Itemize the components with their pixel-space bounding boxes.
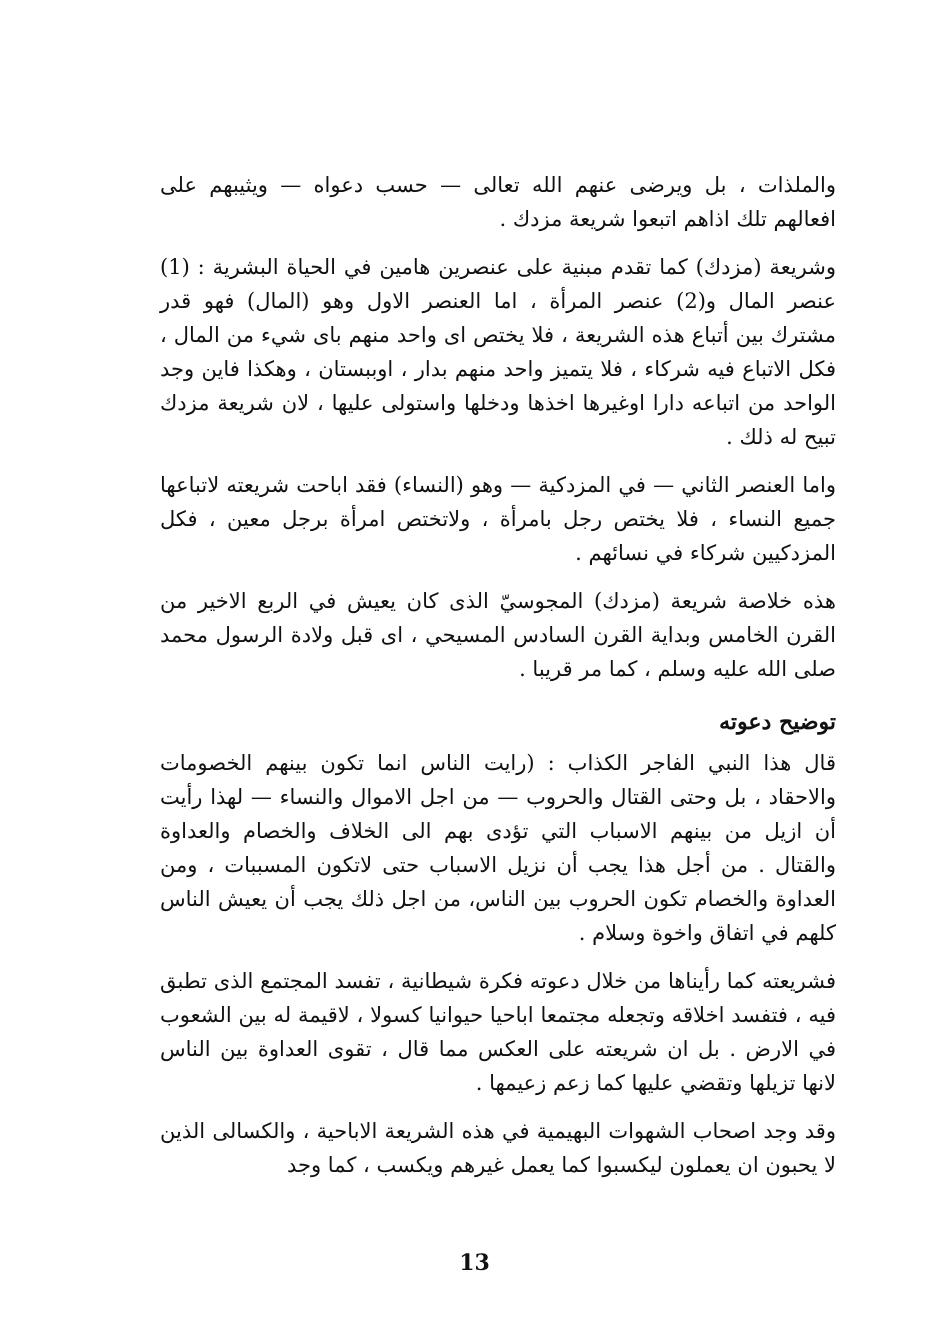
paragraph-2: وشريعة (مزدك) كما تقدم مبنية على عنصرين هامين في الحياة البشرية : (1) عنصر المال و(2) عنصر المرأة ، اما العنصر الاول وهو (المال) فهو قدر مشترك بين أتباع هذه الشريعة ، فلا يختص اى واحد منهم باى شيء من المال ، فكل الاتباع فيه شركاء ، فلا يتميز واحد منهم بدار ، اوببستان ، وهكذا فاين وجد الواحد من اتباعه دارا اوغيرها اخذها ودخلها واستولى عليها ، لان شريعة مزدك تبيح له ذلك . [160, 255, 837, 449]
paragraph-3: واما العنصر الثاني — في المزدكية — وهو (النساء) فقد اباحت شريعته لاتباعها جميع النساء ، فلا يختص رجل بامرأة ، ولاتختص امرأة برجل معين ، فكل المزدكيين شركاء في نسائهم . [160, 473, 836, 565]
page-number: 13 [459, 1250, 490, 1276]
paragraph-1: والملذات ، بل ويرضى عنهم الله تعالى — حسب دعواه — ويثيبهم على افعالهم تلك اذاهم اتبعوا شريعة مزدك . [160, 173, 836, 231]
paragraph-7: وقد وجد اصحاب الشهوات البهيمية في هذه الشريعة الاباحية ، والكسالى الذين لا يحبون ان يعملون ليكسبوا كما يعمل غيرهم ويكسب ، كما وجد [160, 1119, 836, 1177]
paragraph-4: هذه خلاصة شريعة (مزدك) المجوسيّ الذى كان يعيش في الربع الاخير من القرن الخامس وبداية القرن السادس المسيحي ، اى قبل ولادة الرسول محمد صلى الله عليه وسلم ، كما مر قريبا . [160, 589, 836, 681]
paragraph-5: قال هذا النبي الفاجر الكذاب : (رايت الناس انما تكون بينهم الخصومات والاحقاد ، بل وحتى القتال والحروب — من اجل الاموال والنساء — لهذا رأيت أن ازيل من بينهم الاسباب التي تؤدى بهم الى الخلاف والخصام والعداوة والقتال . من أجل هذا يجب أن نزيل الاسباب حتى لاتكون المسببات ، ومن العداوة والخصام تكون الحروب بين الناس، من اجل ذلك يجب أن يعيش الناس كلهم في اتفاق واخوة وسلام . [160, 751, 836, 945]
body-text [160, 168, 836, 1182]
section-heading: توضيح دعوته [719, 709, 836, 735]
paragraph-6: فشريعته كما رأيناها من خلال دعوته فكرة شيطانية ، تفسد المجتمع الذى تطبق فيه ، فتفسد اخلاقه وتجعله مجتمعا اباحيا حيوانيا كسولا ، لاقيمة له بين الشعوب في الارض . بل ان شريعته على العكس مما قال ، تقوى العداوة بين الناس لانها تزيلها وتقضي عليها كما زعم زعيمها . [160, 969, 836, 1095]
